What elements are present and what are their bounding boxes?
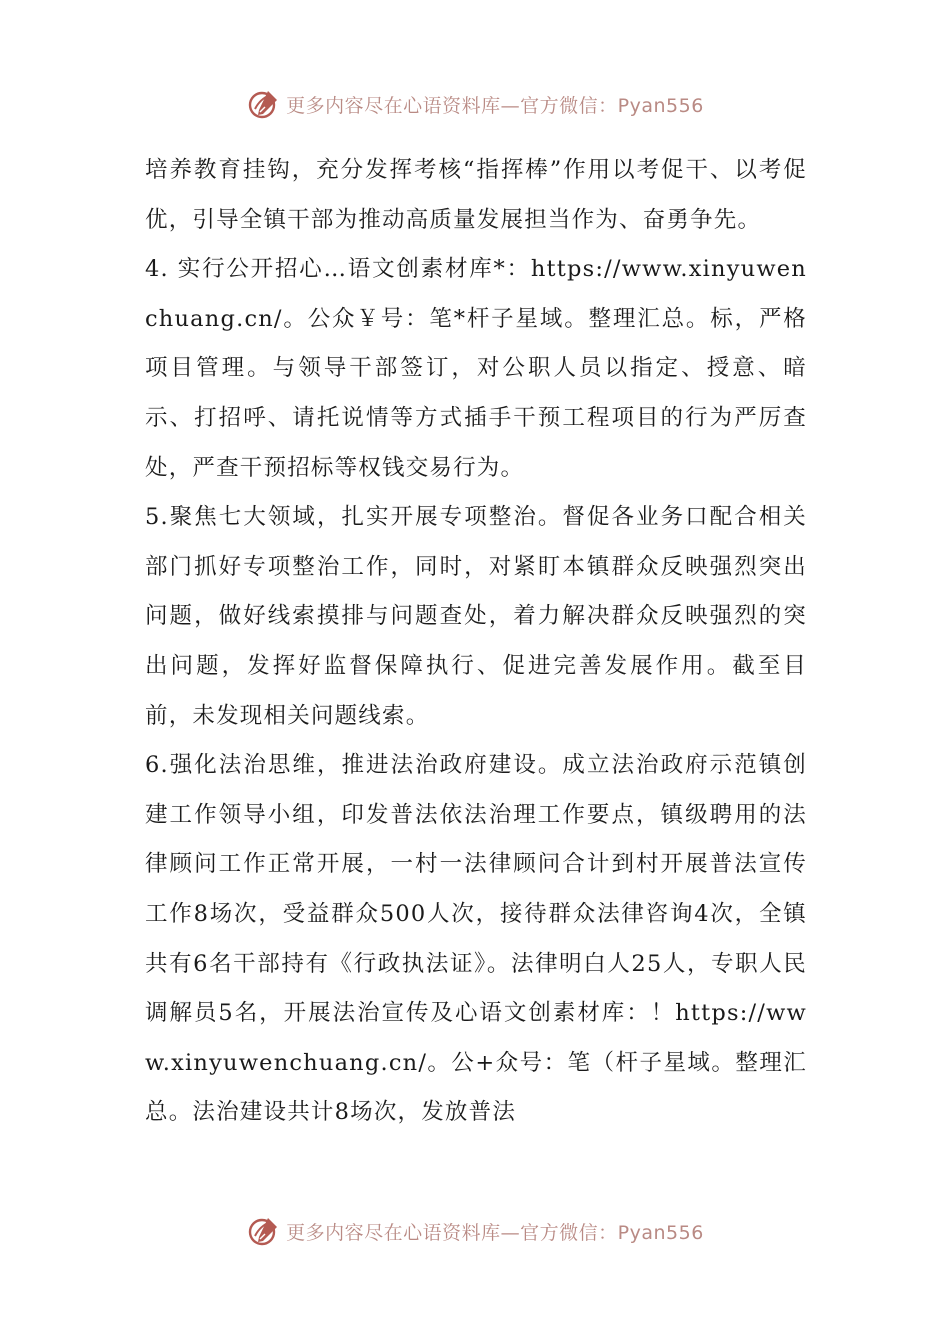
watermark-text bbox=[286, 91, 704, 118]
watermark-wechat-id: Pyan556 bbox=[617, 94, 704, 117]
header-watermark bbox=[0, 84, 950, 124]
watermark-text bbox=[286, 1218, 704, 1245]
footer-watermark bbox=[0, 1211, 950, 1251]
paragraph-continuation: 培养教育挂钩，充分发挥考核“指挥棒”作用以考促干、以考促优，引导全镇干部为推动高质量发展担当作为、奋勇争先。 bbox=[145, 157, 807, 233]
watermark-text-cn: 更多内容尽在心语资料库—官方微信： bbox=[286, 1221, 618, 1244]
pen-logo-icon bbox=[246, 87, 280, 121]
paragraph-item-6: 6.强化法治思维，推进法治政府建设。成立法治政府示范镇创建工作领导小组，印发普法依法治理工作要点，镇级聘用的法律顾问工作正常开展，一村一法律顾问合计到村开展普法宣传工作8场次，受益群众500人次，接待群众法律咨询4次，全镇共有6名干部持有《行政执法证》。法律明白人25人，专职人民调解员5名，开展法治宣传及心语文创素材库：！https://www.xinyuwenchuang.cn/。公+众号：笔（杆子星域。整理汇总。法治建设共计8场次，发放普法 bbox=[145, 752, 807, 1126]
watermark-text-cn: 更多内容尽在心语资料库—官方微信： bbox=[286, 94, 618, 117]
pen-logo-icon bbox=[246, 1214, 280, 1248]
watermark-wechat-id: Pyan556 bbox=[617, 1221, 704, 1244]
paragraph-item-4: 4. 实行公开招心…语文创素材库*：https://www.xinyuwenchuang.cn/。公众￥号：笔*杆子星域。整理汇总。标，严格项目管理。与领导干部签订，对公职人员以指定、授意、暗示、打招呼、请托说情等方式插手干预工程项目的行为严厉查处，严查干预招标等权钱交易行为。 bbox=[145, 256, 807, 481]
document-body bbox=[145, 146, 807, 1138]
paragraph-item-5: 5.聚焦七大领域，扎实开展专项整治。督促各业务口配合相关部门抓好专项整治工作，同时，对紧盯本镇群众反映强烈突出问题，做好线索摸排与问题查处，着力解决群众反映强烈的突出问题，发挥好监督保障执行、促进完善发展作用。截至目前，未发现相关问题线索。 bbox=[145, 504, 807, 729]
